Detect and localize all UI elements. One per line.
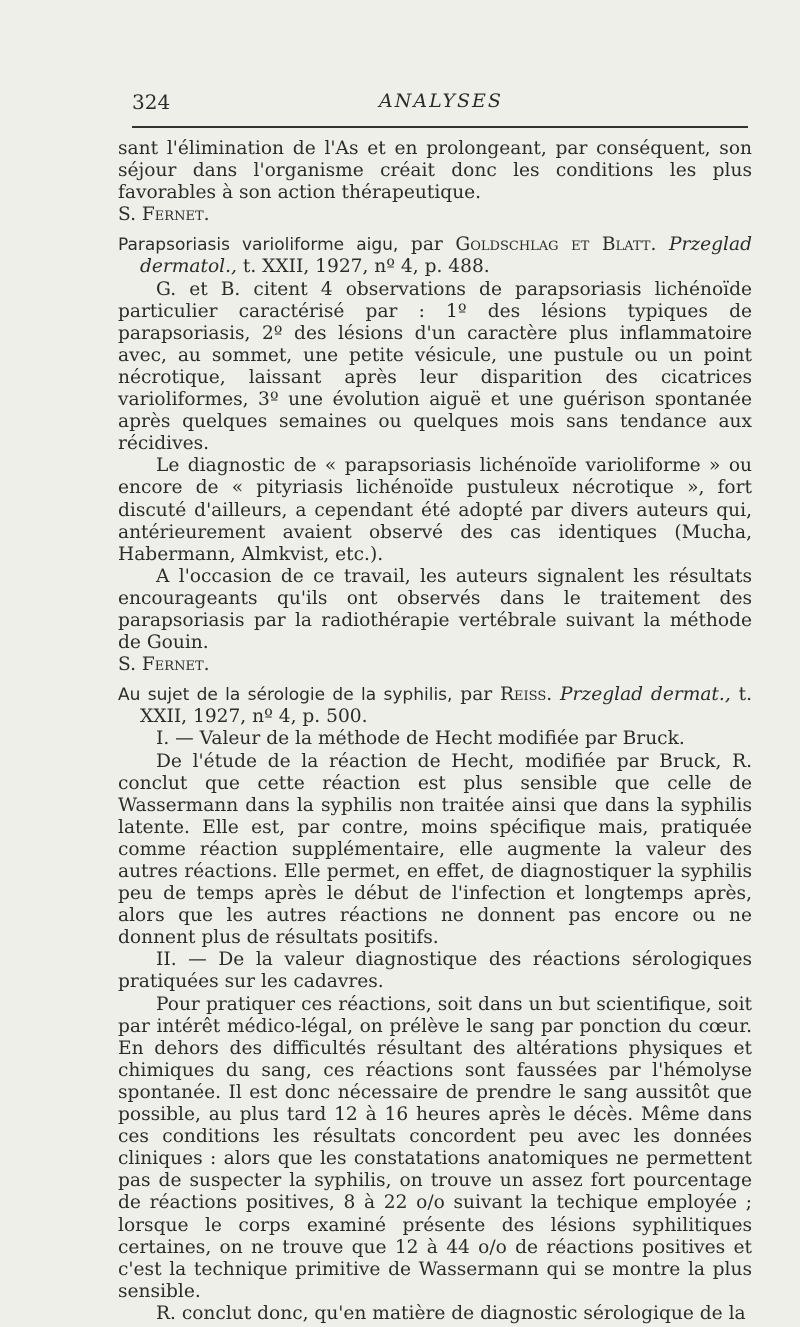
journal-reference: t. XXII, 1927, nº 4, p. 488. <box>242 256 490 278</box>
article-paragraph: Le diagnostic de « parapsoriasis lichénoïde varioliforme » ou encore de « pityriasis lichénoïde pustuleux nécrotique », fort discuté d'ailleurs, a cependant été adopté par divers auteurs qui, antérieurement avaient observé des cas identiques (Mucha, Habermann, Almkvist, etc.). <box>118 455 752 565</box>
article-paragraph: G. et B. citent 4 observations de parapsoriasis lichénoïde particulier caractérisé par : 1º des lésions typiques de parapsoriasis, 2º des lésions d'un caractère plus inflammatoire avec, au sommet, une petite vésicule, une pustule ou un point nécrotique, laissant après leur disparition des cicatrices varioliformes, 3º une évolution aiguë et une guérison spontanée après quelques semaines ou quelques mois sans tendance aux récidives. <box>118 278 752 455</box>
article-authors: Goldschlag et Blatt. <box>455 234 657 256</box>
page-number: 324 <box>132 90 171 114</box>
article-heading <box>118 684 752 728</box>
by-word: par <box>460 684 493 706</box>
article-authors: Reiss. <box>500 684 553 706</box>
header-rule <box>132 126 748 128</box>
by-word: par <box>410 234 443 256</box>
article-paragraph: De l'étude de la réaction de Hecht, modifiée par Bruck, R. conclut que cette réaction est plus sensible que celle de Wassermann dans la syphilis non traitée ainsi que dans la syphilis latente. Elle est, par contre, moins spécifique mais, pratiquée comme réaction supplémentaire, elle augmente la valeur des autres réactions. Elle permet, en effet, de diagnostiquer la syphilis peu de temps après le début de l'infection et longtemps après, alors que les autres réactions ne donnent pas encore ou ne donnent plus de résultats positifs. <box>118 750 752 949</box>
section-heading: II. — De la valeur diagnostique des réactions sérologiques pratiquées sur les cadavres. <box>118 949 752 993</box>
article-paragraph: R. conclut donc, qu'en matière de diagnostic sérologique de la <box>156 1302 746 1324</box>
running-title: ANALYSES <box>379 90 503 112</box>
signature: S. Fernet. <box>118 654 210 676</box>
journal-name: Przeglad dermat., <box>560 684 731 706</box>
article-title: Au sujet de la sérologie de la syphilis, <box>118 685 453 706</box>
article-paragraph: Pour pratiquer ces réactions, soit dans un but scientifique, soit par intérêt médico-légal, on prélève le sang par ponction du cœur. En dehors des difficultés résultant des altérations physiques et chimiques du sang, ces réactions sont faussées par l'hémolyse spontanée. Il est donc nécessaire de prendre le sang aussitôt que possible, au plus tard 12 à 16 heures après le décès. Même dans ces conditions les résultats concordent peu avec les données cliniques : alors que les constatations anatomiques ne permettent pas de suspecter la syphilis, on trouve un assez fort pourcentage de réactions positives, 8 à 22 o/o suivant la techique employée ; lorsque le corps examiné présente des lésions syphilitiques certaines, on ne trouve que 12 à 44 o/o de réactions positives et c'est la technique primitive de Wassermann qui se montre la plus sensible. <box>118 993 752 1302</box>
journal-name: Przeglad dermatol., <box>140 234 752 278</box>
article-title: Parapsoriasis varioliforme aigu, <box>118 235 399 256</box>
signature: S. Fernet. <box>118 204 210 226</box>
running-head <box>132 90 750 118</box>
article-heading <box>118 234 752 278</box>
body-text <box>118 138 752 1325</box>
article-paragraph: A l'occasion de ce travail, les auteurs signalent les résultats encourageants qu'ils ont observés dans le traitement des parapsoriasis par la radiothérapie vertébrale suivant la méthode de Gouin. <box>118 565 752 654</box>
journal-reference: t. XXII, 1927, nº 4, p. 500. <box>140 684 752 728</box>
section-heading: I. — Valeur de la méthode de Hecht modifiée par Bruck. <box>156 728 685 750</box>
continued-paragraph: sant l'élimination de l'As et en prolongeant, par conséquent, son séjour dans l'organisme créait donc les conditions les plus favorables à son action thérapeutique. <box>118 138 752 204</box>
